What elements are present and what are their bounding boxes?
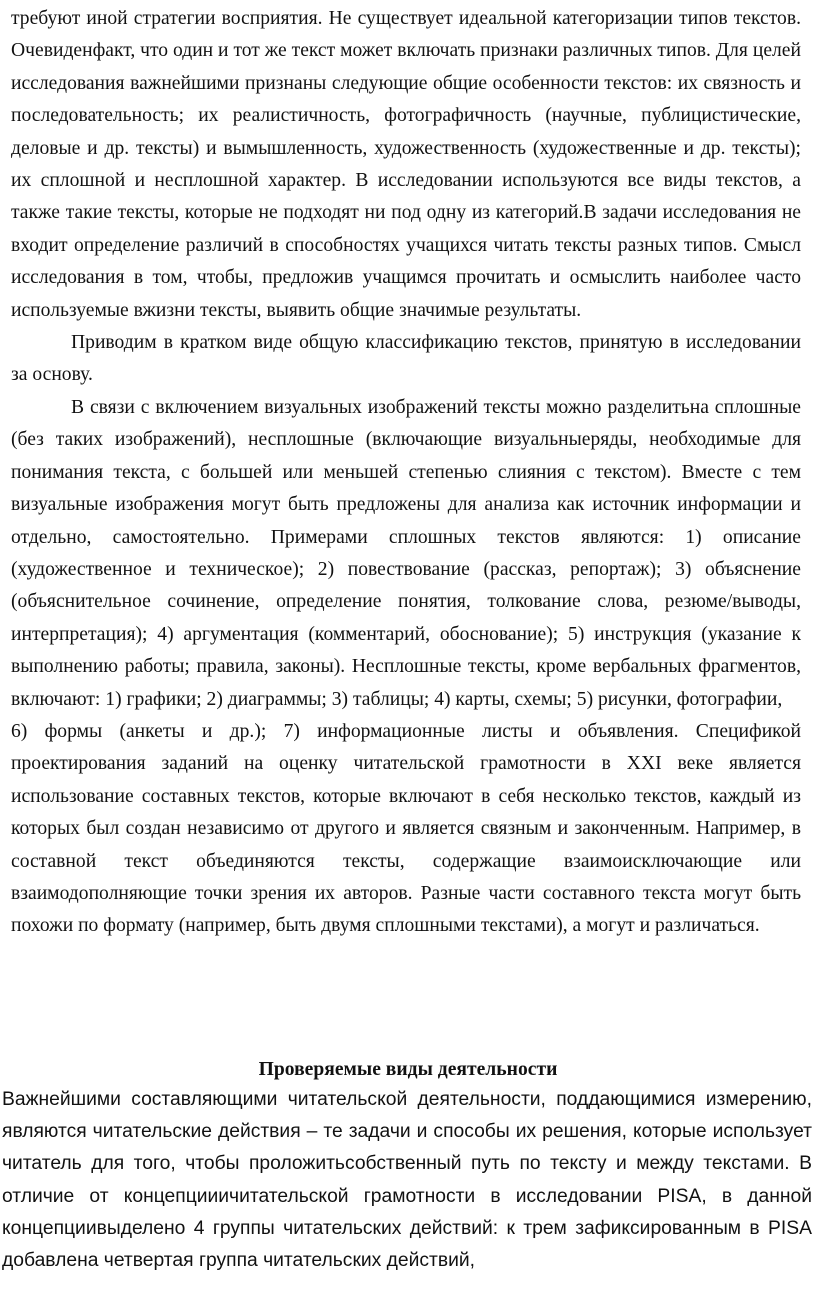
main-text [11, 3, 801, 943]
paragraph-composite-texts: 6) формы (анкеты и др.); 7) информационные листы и объявления. Спецификой проектирования заданий на оценку читательской грамотности в XXI веке является использование составных текстов, которые включают в себя несколько текстов, каждый из которых был создан независимо от другого и является связным и законченным. Например, в составной текст объединяются тексты, содержащие взаимоисключающие или взаимодополняющие точки зрения их авторов. Разные части составного текста могут быть похожи по формату (например, быть двумя сплошными текстами), а могут и различаться. [11, 720, 801, 937]
section-body [2, 1084, 812, 1277]
paragraph-text-types: требуют иной стратегии восприятия. Не существует идеальной категоризации типов текстов. Очевиденфакт, что один и тот же текст может включать признаки различных типов. Для целей исследования важнейшими признаны следующие общие особенности текстов: их связность и последовательность; их реалистичность, фотографичность (научные, публицистические, деловые и др. тексты) и вымышленность, художественность (художественные и др. тексты); их сплошной и несплошной характер. В исследовании используются все виды текстов, а также такие тексты, которые не подходят ни под одну из категорий.В задачи исследования не входит определение различий в способностях учащихся читать тексты разных типов. Смысл исследования в том, чтобы, предложив учащимся прочитать и осмыслить наиболее часто используемые вжизни тексты, выявить общие значимые результаты. [11, 8, 801, 321]
paragraph-visual-images: В связи с включением визуальных изображений тексты можно разделитьна сплошные (без таких изображений), несплошные (включающие визуальныеряды, необходимые для понимания текста, с большей или меньшей степенью слияния с текстом). Вместе с тем визуальные изображения могут быть предложены для анализа как источник информации и отдельно, самостоятельно. Примерами сплошных текстов являются: 1) описание (художественное и техническое); 2) повествование (рассказ, репортаж); 3) объяснение (объяснительное сочинение, определение понятия, толкование слова, резюме/выводы, интерпретация); 4) аргументация (комментарий, обоснование); 5) инструкция (указание к выполнению работы; правила, законы). Несплошные тексты, кроме вербальных фрагментов, включают: 1) графики; 2) диаграммы; 3) таблицы; 4) карты, схемы; 5) рисунки, фотографии, [11, 396, 801, 710]
paragraph-reading-actions: Важнейшими составляющими читательской деятельности, поддающимися измерению, являются читательские действия – те задачи и способы их решения, которые использует читатель для того, чтобы проложитьсобственный путь по тексту и между текстами. В отличие от концепцииичитательской грамотности в исследовании PISA, в данной концепциивыделено 4 группы читательских действий: к трем зафиксированным в PISA добавлена четвертая группа читательских действий, [2, 1089, 812, 1272]
paragraph-classification-intro: Приводим в кратком виде общую классификацию текстов, принятую в исследовании за основу. [11, 332, 801, 386]
section-heading: Проверяемые виды деятельности [258, 1059, 558, 1080]
